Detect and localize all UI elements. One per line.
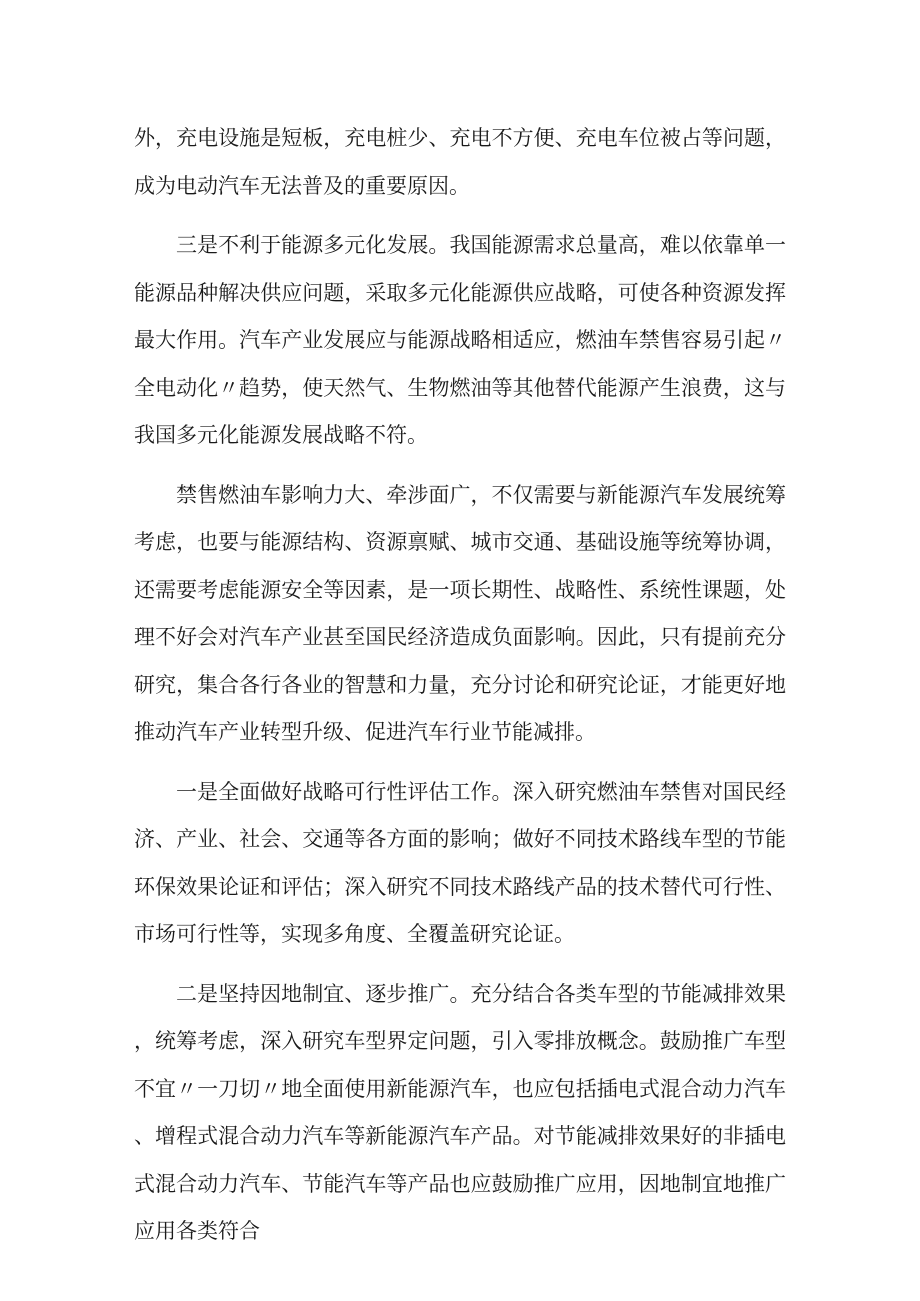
paragraph-feasibility-assessment: 一是全面做好战略可行性评估工作。深入研究燃油车禁售对国民经济、产业、社会、交通等各方面的影响；做好不同技术路线车型的节能环保效果论证和评估；深入研究不同技术路线产品的技术替代可行性、市场可行性等，实现多角度、全覆盖研究论证。: [134, 779, 786, 946]
paragraph-gradual-promotion: 二是坚持因地制宜、逐步推广。充分结合各类车型的节能减排效果，统筹考虑，深入研究车型界定问题，引入零排放概念。鼓励推广车型不宜〃一刀切〃地全面使用新能源汽车，也应包括插电式混合动力汽车、增程式混合动力汽车等新能源汽车产品。对节能减排效果好的非插电式混合动力汽车、节能汽车等产品也应鼓励推广应用，因地制宜地推广应用各类符合: [134, 981, 786, 1243]
document-body: [134, 115, 786, 1256]
paragraph-continuation: 外，充电设施是短板，充电桩少、充电不方便、充电车位被占等问题，成为电动汽车无法普及的重要原因。: [134, 126, 786, 198]
paragraph-fuel-vehicle-ban-impact: 禁售燃油车影响力大、牵涉面广，不仅需要与新能源汽车发展统筹考虑，也要与能源结构、资源禀赋、城市交通、基础设施等统筹协调，还需要考虑能源安全等因素，是一项长期性、战略性、系统性课题，处理不好会对汽车产业甚至国民经济造成负面影响。因此，只有提前充分研究，集合各行各业的智慧和力量，充分讨论和研究论证，才能更好地推动汽车产业转型升级、促进汽车行业节能减排。: [134, 482, 786, 744]
paragraph-energy-diversification: 三是不利于能源多元化发展。我国能源需求总量高，难以依靠单一能源品种解决供应问题，采取多元化能源供应战略，可使各种资源发挥最大作用。汽车产业发展应与能源战略相适应，燃油车禁售容易引起〃全电动化〃趋势，使天然气、生物燃油等其他替代能源产生浪费，这与我国多元化能源发展战略不符。: [134, 233, 786, 447]
